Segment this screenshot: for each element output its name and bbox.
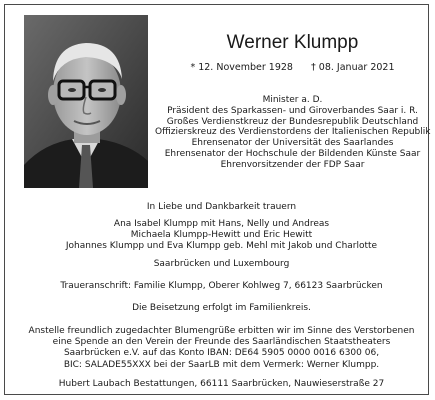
burial-note: Die Beisetzung erfolgt im Familienkreis. bbox=[132, 303, 311, 313]
deceased-name: Werner Klumpp bbox=[226, 32, 359, 53]
honor-line: Großes Verdienstkreuz der Bundesrepublik Deutschland bbox=[166, 116, 419, 127]
honor-line: Offizierskreuz des Verdienstordens der Italienischen Republik bbox=[155, 127, 431, 138]
life-dates bbox=[155, 62, 430, 73]
mourning-address: Traueranschrift: Familie Klumpp, Oberer Kohlweg 7, 66123 Saarbrücken bbox=[60, 281, 383, 291]
family-line: Michaela Klumpp-Hewitt und Eric Hewitt bbox=[130, 230, 313, 241]
honor-line: Präsident des Sparkassen- und Giroverbandes Saar i. R. bbox=[167, 105, 418, 116]
honor-line: Ehrenvorsitzender der FDP Saar bbox=[220, 159, 365, 170]
mourning-line: In Liebe und Dankbarkeit trauern bbox=[146, 202, 297, 212]
donation-line: Anstelle freundlich zugedachter Blumengrüße erbitten wir im Sinne des Verstorbenen bbox=[28, 326, 415, 336]
portrait-photo bbox=[24, 15, 148, 188]
donation-line: eine Spende an den Verein der Freunde des Saarländischen Staatstheaters bbox=[52, 337, 391, 348]
death-date: † 08. Januar 2021 bbox=[311, 62, 395, 73]
undertaker-line: Hubert Laubach Bestattungen, 66111 Saarbrücken, Nauwieserstraße 27 bbox=[58, 379, 385, 389]
family-line: Johannes Klumpp und Eva Klumpp geb. Mehl mit Jakob und Charlotte bbox=[65, 241, 378, 252]
honor-line: Minister a. D. bbox=[262, 95, 323, 105]
honor-line: Ehrensenator der Hochschule der Bildenden Künste Saar bbox=[164, 148, 421, 159]
notice-frame bbox=[4, 4, 429, 395]
family-line: Ana Isabel Klumpp mit Hans, Nelly und Andreas bbox=[113, 219, 330, 229]
place-line: Saarbrücken und Luxembourg bbox=[153, 259, 290, 269]
honors-list bbox=[155, 95, 430, 171]
birth-date: * 12. November 1928 bbox=[190, 62, 293, 73]
family-list bbox=[15, 219, 428, 253]
honor-line: Ehrensenator der Universität des Saarlandes bbox=[191, 138, 394, 149]
donation-line: BIC: SALADE55XXX bei der SaarLB mit dem Vermerk: Werner Klumpp. bbox=[63, 359, 380, 370]
donation-request bbox=[15, 326, 428, 371]
donation-line: Saarbrücken e.V. auf das Konto IBAN: DE64 5905 0000 0016 6300 06, bbox=[63, 348, 380, 359]
